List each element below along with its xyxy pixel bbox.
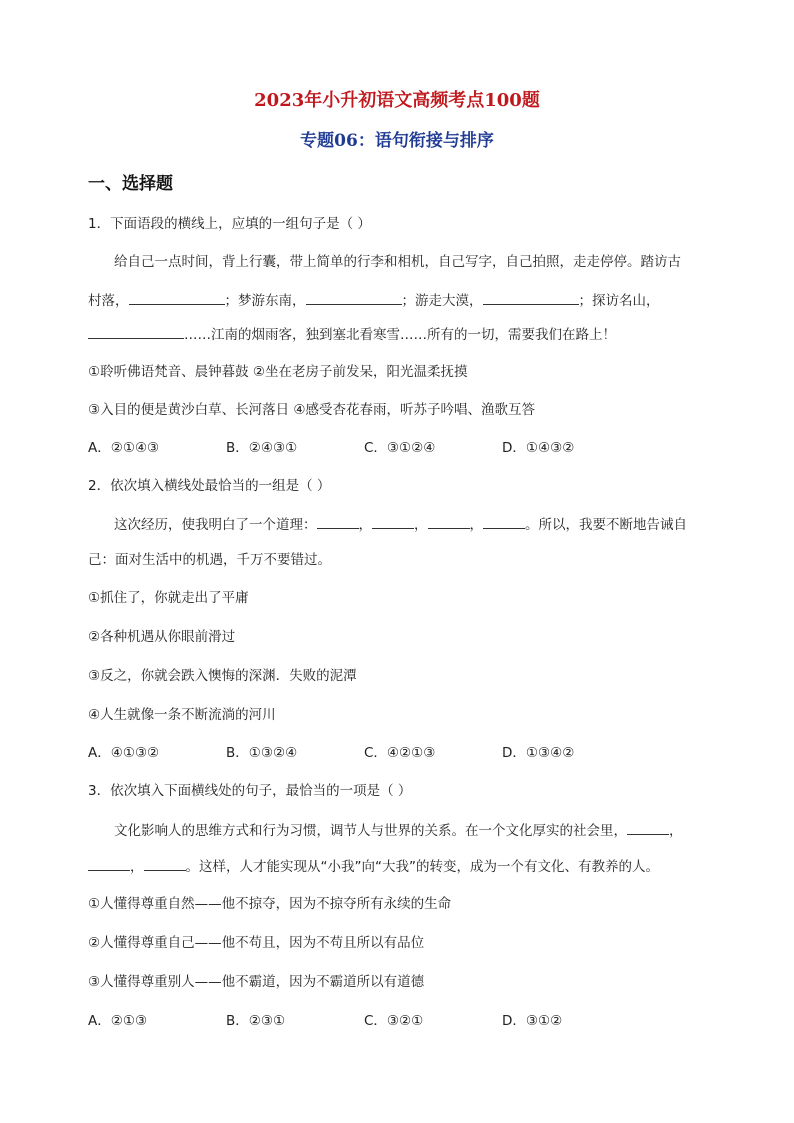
- q2-text: 。所以，我要不断地告诫自: [525, 517, 687, 533]
- document-subtitle: 专题06：语句衔接与排序: [300, 131, 494, 151]
- option-a[interactable]: A．④①③②: [88, 745, 160, 761]
- option-c[interactable]: C．③①②④: [364, 440, 436, 456]
- q1-sentences-1: ①聆听佛语梵音、晨钟暮鼓 ②坐在老房子前发呆，阳光温柔抚摸: [88, 364, 468, 380]
- q1-text: ；探访名山，: [578, 293, 660, 309]
- q1-text: ；游走大漠，: [401, 293, 483, 309]
- q3-text: ，: [130, 859, 144, 875]
- q2-sentence-4: ④人生就像一条不断流淌的河川: [88, 707, 276, 723]
- option-b[interactable]: B．①③②④: [226, 745, 298, 761]
- blank: [317, 514, 359, 529]
- option-d[interactable]: D．③①②: [502, 1013, 563, 1029]
- blank: [372, 514, 414, 529]
- q2-stem: 2．依次填入横线处最恰当的一组是（ ）: [88, 478, 331, 494]
- blank: [88, 856, 130, 871]
- q3-sentence-3: ③人懂得尊重别人——他不霸道，因为不霸道所以有道德: [88, 974, 425, 990]
- q2-sentence-3: ③反之，你就会跌入懊悔的深渊．失败的泥潭: [88, 668, 357, 684]
- q1-options: [88, 438, 640, 458]
- q2-text: ，: [469, 517, 483, 533]
- q1-text: ；梦游东南，: [224, 293, 306, 309]
- q1-passage-line-2: [88, 290, 660, 311]
- option-d[interactable]: D．①③④②: [502, 745, 575, 761]
- q1-text: ……江南的烟雨客，独到塞北看寒雪……所有的一切，需要我们在路上！: [184, 327, 616, 343]
- q2-text: ，: [414, 517, 428, 533]
- q3-sentence-2: ②人懂得尊重自己——他不苟且，因为不苟且所以有品位: [88, 935, 425, 951]
- q2-options: [88, 743, 640, 763]
- section-heading: 一、选择题: [88, 174, 173, 194]
- blank: [144, 856, 186, 871]
- option-a[interactable]: A．②①③: [88, 1013, 148, 1029]
- q2-passage-line-1: [114, 514, 687, 535]
- q2-sentence-2: ②各种机遇从你眼前滑过: [88, 629, 236, 645]
- q3-passage-line-1: [114, 820, 683, 841]
- q3-stem: 3．依次填入下面横线处的句子，最恰当的一项是（ ）: [88, 783, 412, 799]
- blank: [88, 324, 184, 339]
- option-c[interactable]: C．③②①: [364, 1013, 424, 1029]
- option-d[interactable]: D．①④③②: [502, 440, 575, 456]
- blank: [428, 514, 470, 529]
- q3-text: 。这样，人才能实现从“小我”向“大我”的转变，成为一个有文化、有教养的人。: [185, 859, 659, 875]
- blank: [627, 820, 669, 835]
- blank: [129, 290, 225, 305]
- q1-passage-line-3: [88, 324, 616, 345]
- q3-text: 文化影响人的思维方式和行为习惯，调节人与世界的关系。在一个文化厚实的社会里，: [114, 823, 627, 839]
- q3-passage-line-2: [88, 856, 659, 877]
- q1-text: 村落，: [88, 293, 129, 309]
- q2-text: ，: [358, 517, 372, 533]
- q1-sentences-2: ③入目的便是黄沙白草、长河落日 ④感受杏花春雨，听苏子吟唱、渔歌互答: [88, 402, 535, 418]
- q2-passage-line-2: 己：面对生活中的机遇，千万不要错过。: [88, 552, 331, 568]
- q1-stem: 1．下面语段的横线上，应填的一组句子是（ ）: [88, 216, 371, 232]
- blank: [483, 290, 579, 305]
- option-b[interactable]: B．②③①: [226, 1013, 286, 1029]
- blank: [306, 290, 402, 305]
- q3-text: ，: [669, 823, 683, 839]
- q3-options: [88, 1011, 640, 1031]
- q3-sentence-1: ①人懂得尊重自然——他不掠夺，因为不掠夺所有永续的生命: [88, 896, 452, 912]
- blank: [483, 514, 525, 529]
- q1-passage-line-1: 给自己一点时间，背上行囊，带上简单的行李和相机，自己写字，自己拍照，走走停停。踏访古: [114, 254, 681, 270]
- option-c[interactable]: C．④②①③: [364, 745, 436, 761]
- option-a[interactable]: A．②①④③: [88, 440, 160, 456]
- q2-text: 这次经历，使我明白了一个道理：: [114, 517, 317, 533]
- q2-sentence-1: ①抓住了，你就走出了平庸: [88, 590, 249, 606]
- option-b[interactable]: B．②④③①: [226, 440, 298, 456]
- document-title: 2023年小升初语文高频考点100题: [254, 90, 540, 111]
